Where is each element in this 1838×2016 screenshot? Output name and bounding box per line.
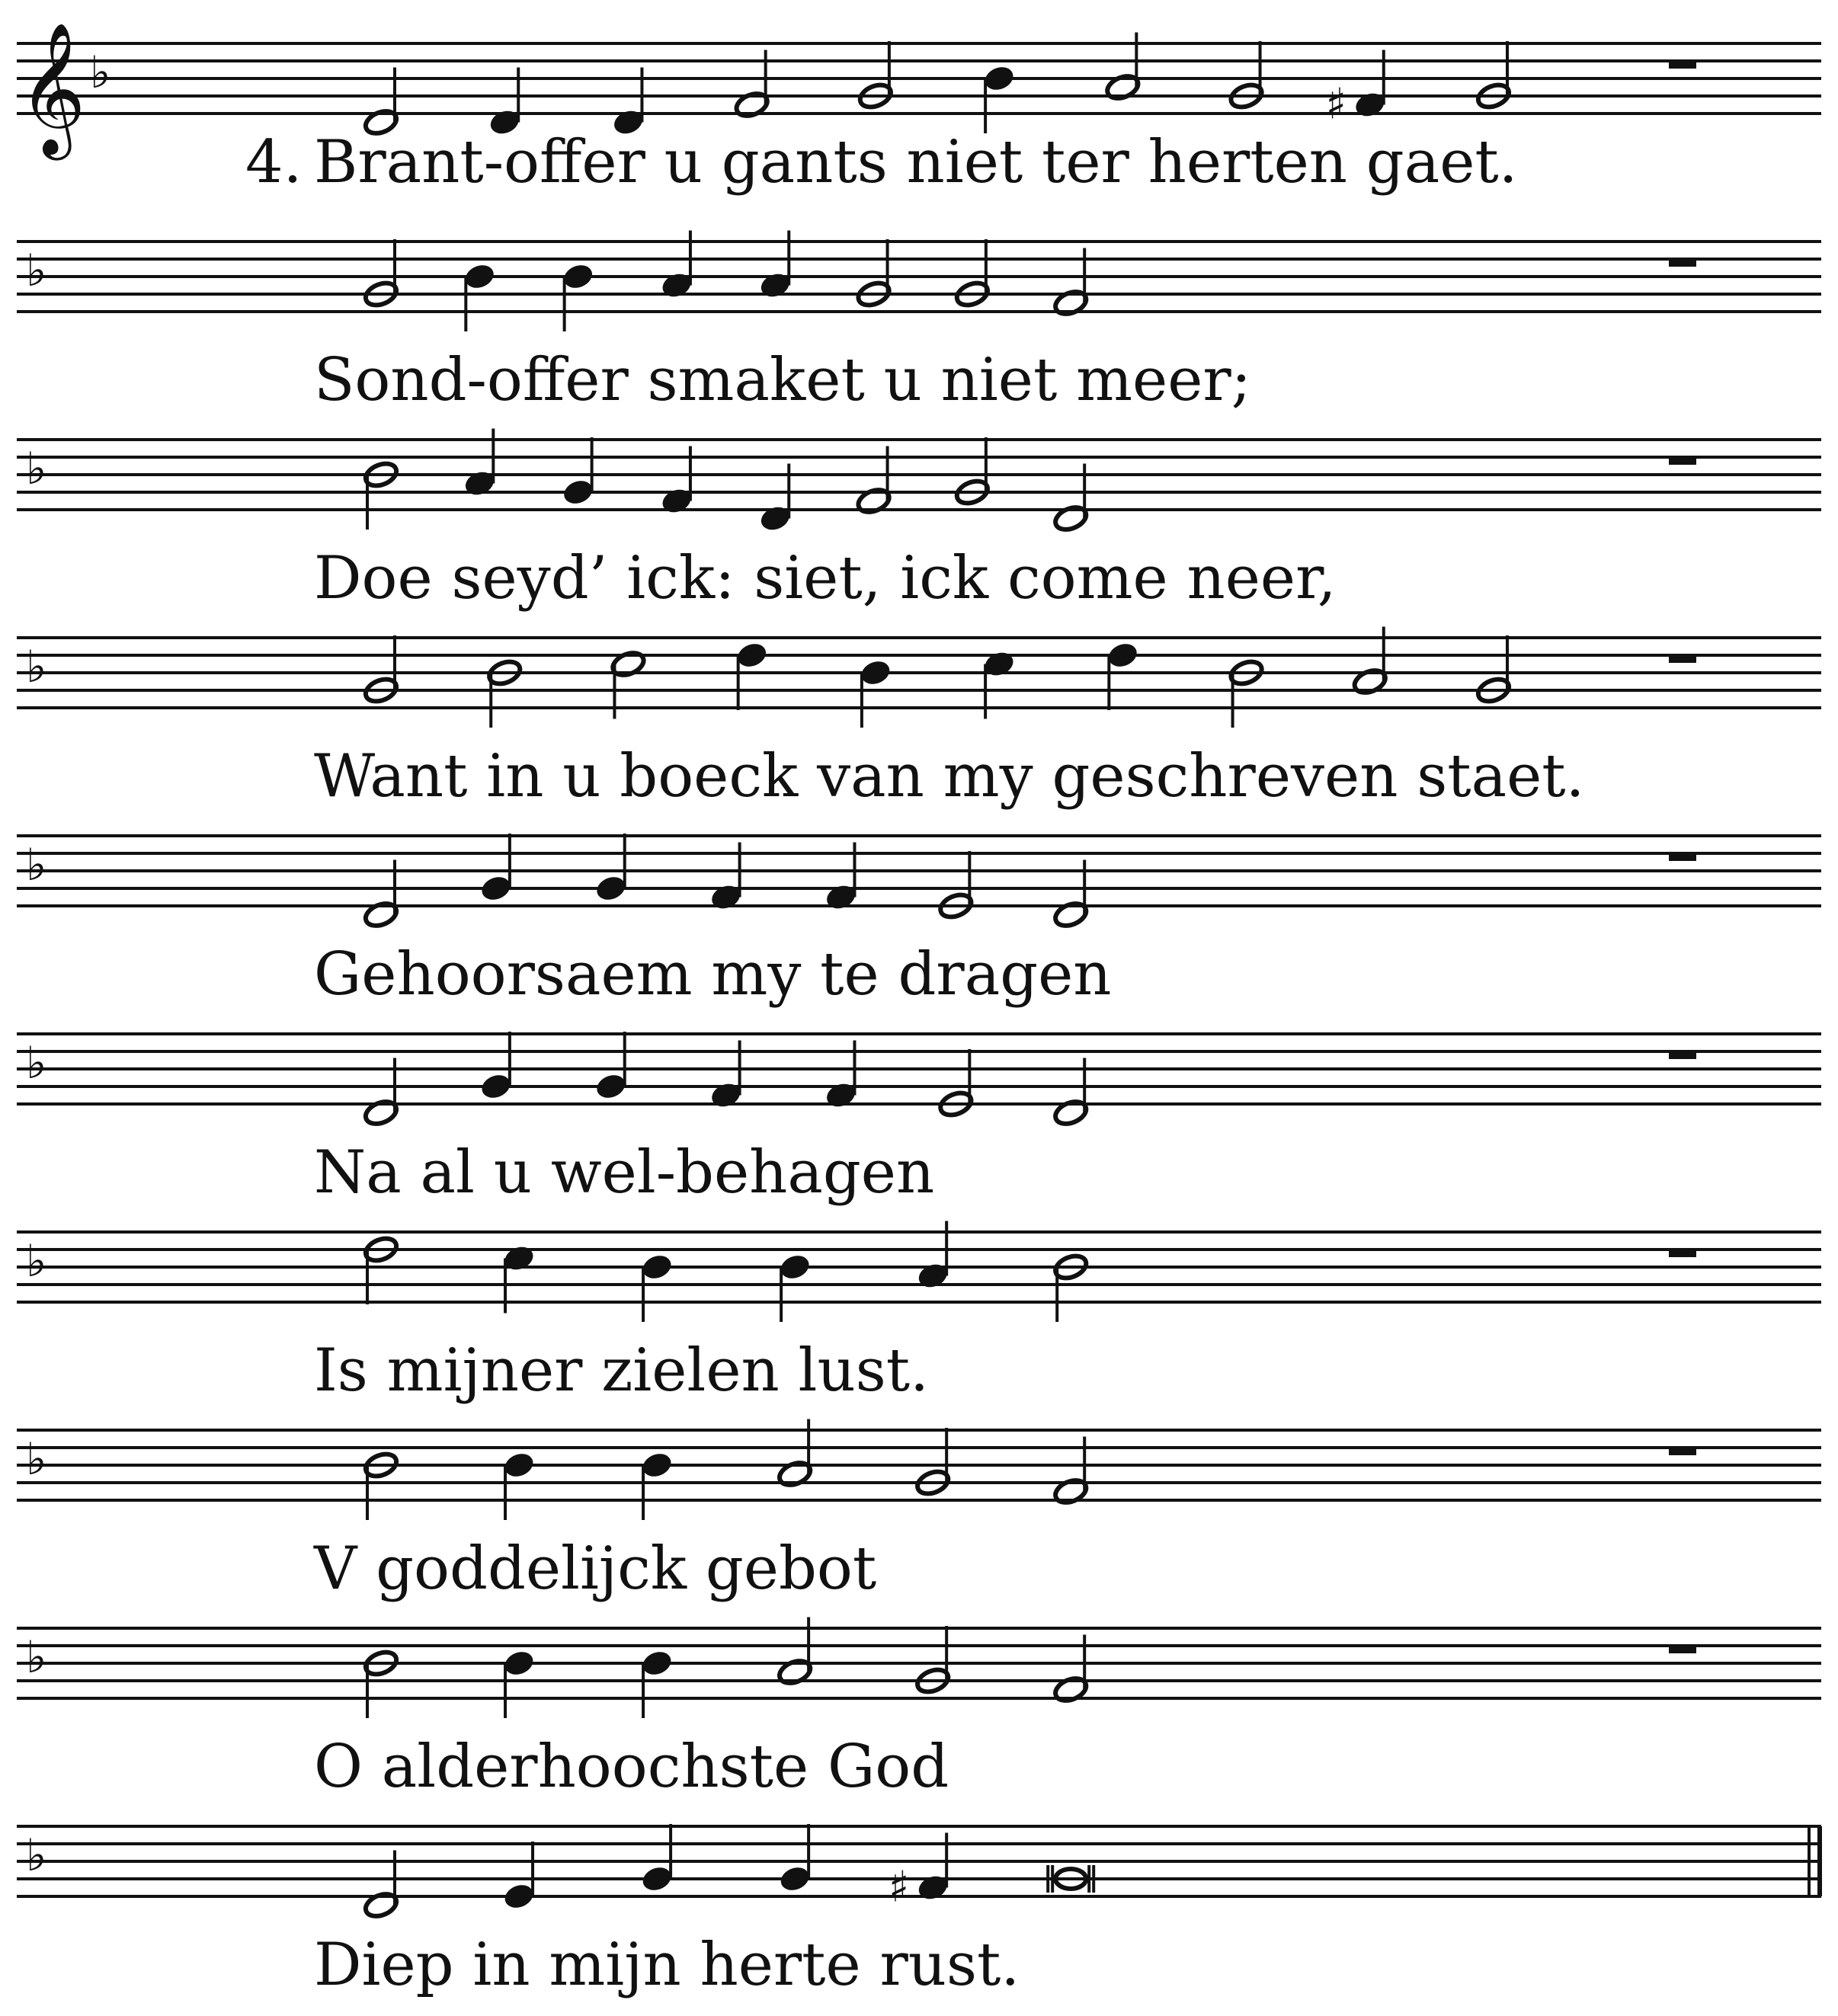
half-rest-icon	[1669, 1644, 1696, 1653]
note	[363, 1648, 400, 1718]
note	[561, 261, 596, 331]
key-signature-flat-icon: ♭	[26, 443, 47, 494]
key-signature-flat-icon: ♭	[26, 1037, 47, 1089]
sharp-icon: ♯	[1325, 79, 1346, 130]
note	[363, 635, 400, 706]
key-signature-flat-icon: ♭	[26, 1235, 47, 1287]
half-rest-icon	[1669, 852, 1696, 861]
note	[855, 239, 892, 309]
staff-system	[17, 1618, 1821, 1802]
half-rest-icon	[1669, 1446, 1696, 1455]
note	[954, 239, 991, 309]
note	[1475, 41, 1513, 111]
note	[1052, 1252, 1090, 1322]
note	[857, 41, 895, 111]
lyric-line: Gehoorsaem my te dragen	[314, 940, 1112, 1009]
note	[594, 834, 629, 904]
note	[1228, 658, 1265, 728]
note	[735, 640, 770, 710]
half-rest-icon	[1669, 654, 1696, 663]
note	[462, 261, 497, 331]
lyric-line: Is mijner zielen lust.	[314, 1336, 929, 1405]
key-signature-flat-icon: ♭	[26, 641, 47, 693]
note	[479, 1032, 514, 1102]
staff-system	[17, 1032, 1821, 1207]
note	[914, 1428, 952, 1498]
staff-system	[17, 1419, 1821, 1604]
note	[501, 1648, 536, 1718]
staff-system	[17, 627, 1821, 811]
note	[1475, 635, 1513, 706]
half-rest-icon	[1669, 456, 1696, 465]
sharp-icon: ♯	[889, 1862, 910, 1912]
note	[1105, 640, 1140, 710]
key-signature-flat-icon: ♭	[90, 46, 111, 98]
note	[914, 1626, 952, 1696]
key-signature-flat-icon: ♭	[26, 839, 47, 891]
half-rest-icon	[1669, 59, 1696, 69]
key-signature-flat-icon: ♭	[26, 1433, 47, 1485]
note	[639, 1648, 674, 1718]
half-rest-icon	[1669, 1050, 1696, 1059]
note	[1228, 41, 1265, 111]
note	[954, 437, 991, 507]
lyric-line: O alderhoochste God	[314, 1733, 949, 1801]
lyric-line: V goddelijck gebot	[314, 1534, 877, 1603]
treble-clef-icon: 𝄞	[18, 22, 86, 155]
key-signature-flat-icon: ♭	[26, 1631, 47, 1683]
lyric-line: Brant-offer u gants niet ter herten gaet.	[314, 128, 1518, 197]
note	[594, 1032, 629, 1102]
note	[363, 1234, 400, 1304]
note	[937, 1049, 975, 1119]
note	[363, 1450, 400, 1520]
staff-system	[17, 22, 1821, 197]
staff-system	[17, 1221, 1821, 1406]
lyric-line: Diep in mijn herte rust.	[314, 1931, 1020, 1999]
lyric-line: Want in u boeck van my geschreven staet.	[314, 742, 1585, 811]
note	[486, 658, 524, 728]
lyric-line: Sond-offer smaket u niet meer;	[314, 346, 1251, 414]
note	[561, 437, 596, 507]
staff-system	[17, 1824, 1821, 1999]
staff-system	[17, 429, 1821, 613]
key-signature-flat-icon: ♭	[26, 245, 47, 296]
note	[501, 1450, 536, 1520]
key-signature-flat-icon: ♭	[26, 1829, 47, 1881]
note	[501, 1842, 536, 1912]
note	[639, 1450, 674, 1520]
verse-number: 4.	[245, 128, 303, 197]
note	[639, 1824, 674, 1894]
note	[777, 1252, 812, 1322]
staff-system	[17, 834, 1821, 1009]
note	[639, 1252, 674, 1322]
note	[363, 239, 400, 309]
half-rest-icon	[1669, 1248, 1696, 1257]
note	[479, 834, 514, 904]
note	[777, 1824, 812, 1894]
staff-system	[17, 231, 1821, 415]
note	[937, 851, 975, 921]
lyric-line: Doe seyd’ ick: siet, ick come neer,	[314, 544, 1337, 613]
note	[858, 658, 893, 728]
note	[363, 459, 400, 530]
note	[981, 63, 1017, 133]
half-rest-icon	[1669, 258, 1696, 267]
lyric-line: Na al u wel-behagen	[314, 1138, 935, 1207]
